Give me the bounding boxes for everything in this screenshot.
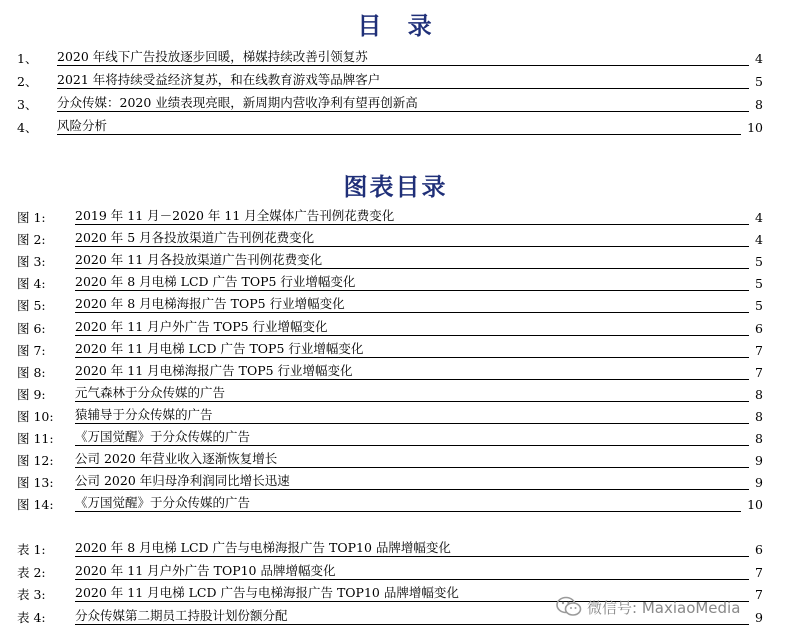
page-number: 4: [753, 207, 763, 229]
leader-line: [250, 428, 749, 446]
table-text[interactable]: 2020 年 11 月户外广告 TOP10 品牌增幅变化: [75, 562, 336, 578]
table-text[interactable]: 分众传媒第二期员工持股计划份额分配: [75, 607, 288, 623]
table-label: 表 2:: [17, 564, 46, 580]
toc-label: 3、: [17, 97, 38, 112]
page-number: 7: [753, 362, 763, 384]
leader-line: [250, 494, 741, 512]
page-number: 7: [753, 340, 763, 362]
figure-label: 图 8:: [17, 364, 46, 380]
toc-entry[interactable]: [17, 117, 763, 139]
watermark-text: 微信号: MaxiaoMedia: [587, 598, 741, 617]
figure-label: 图 14:: [17, 497, 54, 513]
leader-line: [363, 340, 749, 358]
table-text[interactable]: 2020 年 8 月电梯 LCD 广告与电梯海报广告 TOP10 品牌增幅变化: [75, 540, 451, 555]
table-label: 表 1:: [17, 542, 46, 557]
figure-entry[interactable]: [17, 318, 763, 340]
page-number: 10: [745, 494, 763, 516]
figure-entry[interactable]: [17, 406, 763, 428]
figure-entry[interactable]: [17, 384, 763, 406]
leader-line: [418, 94, 749, 112]
leader-line: [328, 318, 749, 336]
figure-label: 图 4:: [17, 276, 46, 292]
page-number: 8: [753, 428, 763, 450]
page-number: 8: [753, 94, 763, 116]
wechat-icon: [556, 596, 582, 618]
leader-line: [290, 472, 749, 490]
leader-line: [345, 295, 749, 313]
page-number: 7: [753, 584, 763, 606]
figure-label: 图 5:: [17, 298, 46, 314]
toc-title: 目 录: [357, 11, 434, 40]
figure-entry[interactable]: [17, 229, 763, 251]
figure-list-title: 图表目录: [343, 172, 448, 201]
figure-label: 图 7:: [17, 342, 46, 358]
toc-label: 4、: [17, 120, 38, 135]
figure-text[interactable]: 《万国觉醒》于分众传媒的广告: [75, 429, 251, 444]
leader-line: [368, 48, 749, 66]
figure-text[interactable]: 2020 年 11 月户外广告 TOP5 行业增幅变化: [75, 318, 328, 334]
leader-line: [355, 273, 749, 291]
page-number: 6: [753, 539, 763, 561]
page-number: 8: [753, 384, 763, 406]
figure-text[interactable]: 2020 年 11 月电梯 LCD 广告 TOP5 行业增幅变化: [75, 340, 364, 356]
figure-label: 图 3:: [17, 254, 46, 270]
figure-text[interactable]: 2020 年 5 月各投放渠道广告刊例花费变化: [75, 230, 315, 246]
toc-text[interactable]: 2020 年线下广告投放逐步回暖，梯媒持续改善引领复苏: [57, 49, 368, 64]
page-number: 9: [753, 472, 763, 494]
table-text[interactable]: 2020 年 11 月电梯 LCD 广告与电梯海报广告 TOP10 品牌增幅变化: [75, 585, 459, 600]
toc-label: 2、: [17, 74, 38, 89]
leader-line: [336, 562, 749, 580]
figure-entry[interactable]: [17, 472, 763, 494]
figure-text[interactable]: 2020 年 8 月电梯海报广告 TOP5 行业增幅变化: [75, 296, 345, 312]
figure-text[interactable]: 2020 年 11 月各投放渠道广告刊例花费变化: [75, 252, 323, 268]
toc-entry[interactable]: [17, 48, 763, 70]
figure-entry[interactable]: [17, 251, 763, 273]
leader-line: [277, 450, 749, 468]
page-number: 5: [753, 71, 763, 93]
figure-label: 图 13:: [17, 475, 54, 491]
figure-label: 图 10:: [17, 408, 54, 424]
table-entry[interactable]: [17, 562, 763, 584]
figure-text[interactable]: 公司 2020 年归母净利润同比增长迅速: [75, 473, 290, 489]
table-label: 表 4:: [17, 609, 46, 625]
table-entry[interactable]: [17, 539, 763, 561]
page-number: 9: [753, 607, 763, 629]
leader-line: [451, 539, 749, 557]
figure-text[interactable]: 《万国觉醒》于分众传媒的广告: [75, 495, 251, 511]
page-number: 5: [753, 251, 763, 273]
figure-entry[interactable]: [17, 340, 763, 362]
figure-text[interactable]: 2019 年 11 月－2020 年 11 月全媒体广告刊例花费变化: [75, 208, 395, 223]
figure-label: 图 11:: [17, 431, 54, 446]
leader-line: [353, 362, 749, 380]
page-number: 4: [753, 229, 763, 251]
page-number: 10: [745, 117, 763, 139]
figure-entry[interactable]: [17, 295, 763, 317]
page-number: 5: [753, 295, 763, 317]
leader-line: [107, 117, 741, 135]
page-number: 8: [753, 406, 763, 428]
leader-line: [394, 207, 749, 225]
figure-text[interactable]: 2020 年 8 月电梯 LCD 广告 TOP5 行业增幅变化: [75, 274, 356, 290]
table-label: 表 3:: [17, 587, 46, 602]
page-number: 9: [753, 450, 763, 472]
figure-entry[interactable]: [17, 428, 763, 450]
figure-text[interactable]: 猿辅导于分众传媒的广告: [75, 406, 213, 422]
figure-text[interactable]: 2020 年 11 月电梯海报广告 TOP5 行业增幅变化: [75, 362, 353, 378]
toc-label: 1、: [17, 51, 38, 66]
page-number: 4: [753, 48, 763, 70]
leader-line: [213, 406, 749, 424]
figure-label: 图 2:: [17, 232, 46, 248]
figure-label: 图 9:: [17, 386, 46, 402]
figure-label: 图 6:: [17, 320, 46, 336]
leader-line: [380, 71, 749, 89]
toc-entry[interactable]: [17, 94, 763, 116]
page-number: 5: [753, 273, 763, 295]
figure-entry[interactable]: [17, 362, 763, 384]
leader-line: [322, 251, 749, 269]
leader-line: [314, 229, 749, 247]
page-number: 6: [753, 318, 763, 340]
figure-label: 图 1:: [17, 210, 46, 225]
figure-text[interactable]: 元气森林于分众传媒的广告: [75, 384, 226, 400]
toc-text[interactable]: 风险分析: [57, 118, 108, 133]
toc-entry[interactable]: [17, 71, 763, 93]
figure-entry[interactable]: [17, 273, 763, 295]
wechat-watermark: [556, 590, 791, 624]
figure-entry[interactable]: [17, 450, 763, 472]
figure-label: 图 12:: [17, 453, 54, 469]
page-number: 7: [753, 562, 763, 584]
toc-text[interactable]: 2021 年将持续受益经济复苏，和在线教育游戏等品牌客户: [57, 72, 381, 87]
figure-entry[interactable]: [17, 494, 763, 516]
figure-entry[interactable]: [17, 207, 763, 229]
leader-line: [225, 384, 749, 402]
toc-text[interactable]: 分众传媒：2020 业绩表现亮眼，新周期内营收净利有望再创新高: [57, 95, 418, 110]
figure-text[interactable]: 公司 2020 年营业收入逐渐恢复增长: [75, 451, 278, 467]
